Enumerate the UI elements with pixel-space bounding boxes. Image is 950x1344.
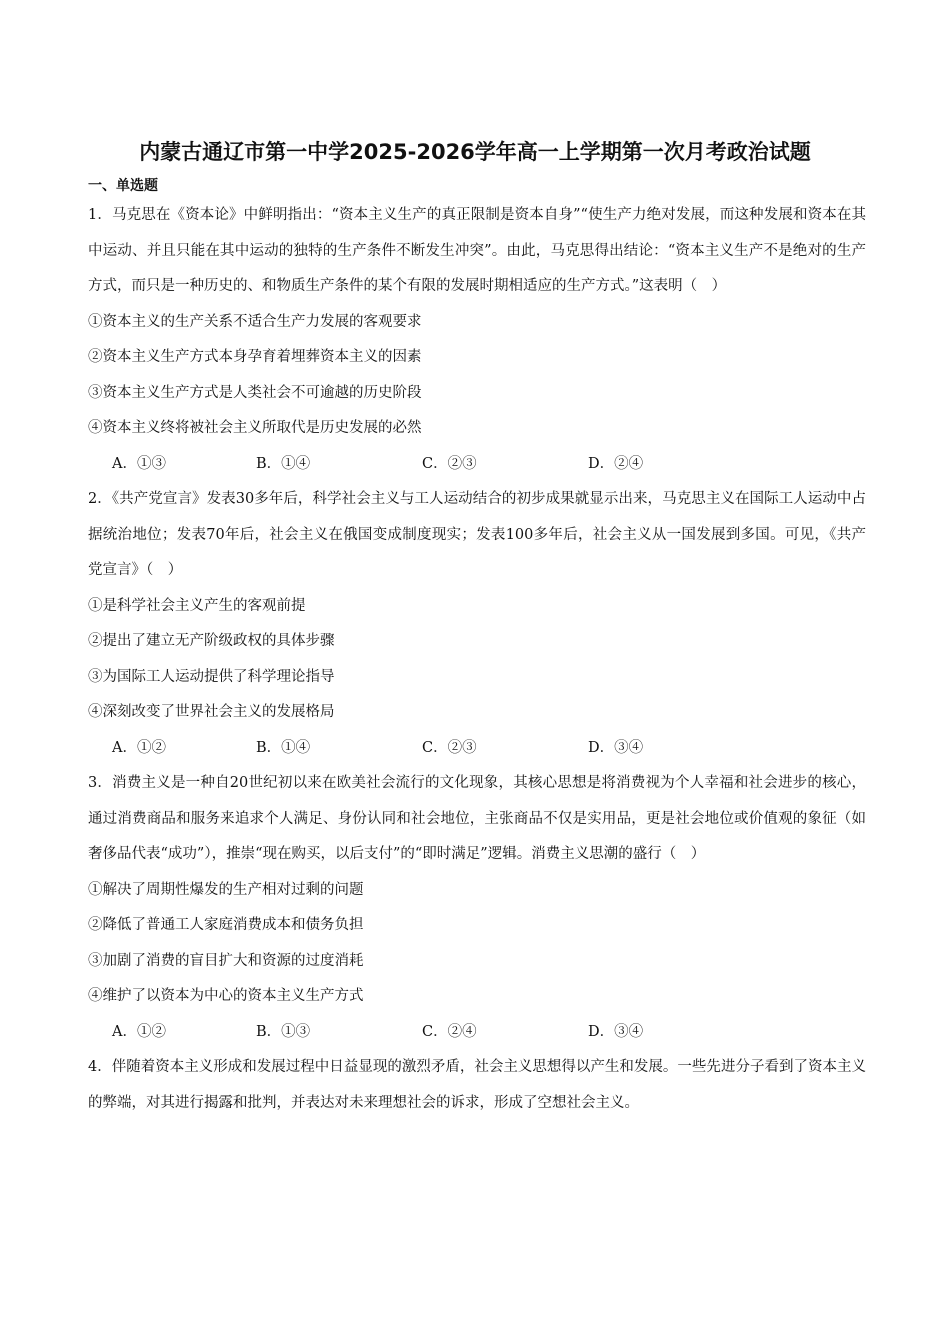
statement-option: ④深刻改变了世界社会主义的发展格局 — [88, 704, 335, 720]
answer-choice-b[interactable]: B．①③ — [256, 1023, 311, 1040]
statement-option: ②资本主义生产方式本身孕育着埋葬资本主义的因素 — [88, 349, 422, 365]
answer-choice-d[interactable]: D．③④ — [588, 739, 644, 756]
question-2 — [88, 482, 866, 766]
statement-option: ①解决了周期性爆发的生产相对过剩的问题 — [88, 881, 364, 898]
question-stem: 1．马克思在《资本论》中鲜明指出：“资本主义生产的真正限制是资本自身”“使生产力绝对发展，而这种发展和资本在其中运动、并且只能在其中运动的独特的生产条件不断发生冲突”。由此，马克思得出结论：“资本主义生产不是绝对的生产方式，而只是一种历史的、和物质生产条件的某个有限的发展时期相适应的生产方式。”这表明（ ） — [88, 207, 866, 294]
question-4 — [88, 1050, 866, 1121]
answer-choice-a[interactable]: A．①② — [112, 1023, 166, 1040]
statement-option: ②提出了建立无产阶级政权的具体步骤 — [88, 633, 335, 649]
answer-choice-c[interactable]: C．②④ — [422, 1023, 477, 1040]
answer-choice-d[interactable]: D．③④ — [588, 1023, 644, 1040]
answer-choices — [88, 1015, 866, 1051]
statement-option: ④资本主义终将被社会主义所取代是历史发展的必然 — [88, 420, 422, 436]
answer-choice-b[interactable]: B．①④ — [256, 739, 311, 756]
exam-title: 内蒙古通辽市第一中学2025-2026学年高一上学期第一次月考政治试题 — [139, 140, 811, 164]
answer-choices — [88, 447, 866, 483]
question-stem: 4．伴随着资本主义形成和发展过程中日益显现的激烈矛盾，社会主义思想得以产生和发展。一些先进分子看到了资本主义的弊端，对其进行揭露和批判，并表达对未来理想社会的诉求，形成了空想社会主义。 — [88, 1059, 866, 1111]
section-heading: 一、单选题 — [88, 178, 158, 194]
question-stem: 3．消费主义是一种自20世纪初以来在欧美社会流行的文化现象，其核心思想是将消费视为个人幸福和社会进步的核心，通过消费商品和服务来追求个人满足、身份认同和社会地位，主张商品不仅是实用品，更是社会地位或价值观的象征（如奢侈品代表“成功”），推崇“现在购买，以后支付”的“即时满足”逻辑。消费主义思潮的盛行（ ） — [88, 775, 866, 862]
statement-option: ④维护了以资本为中心的资本主义生产方式 — [88, 988, 364, 1004]
question-list — [88, 198, 866, 1121]
statement-option: ①资本主义的生产关系不适合生产力发展的客观要求 — [88, 313, 422, 330]
question-1 — [88, 198, 866, 482]
statement-option: ②降低了普通工人家庭消费成本和债务负担 — [88, 917, 364, 933]
answer-choice-c[interactable]: C．②③ — [422, 455, 477, 472]
statement-option: ①是科学社会主义产生的客观前提 — [88, 597, 306, 614]
answer-choice-c[interactable]: C．②③ — [422, 739, 477, 756]
answer-choice-a[interactable]: A．①② — [112, 739, 166, 756]
answer-choices — [88, 731, 866, 767]
question-stem: 2．《共产党宣言》发表30多年后，科学社会主义与工人运动结合的初步成果就显示出来，马克思主义在国际工人运动中占据统治地位；发表70年后，社会主义在俄国变成制度现实；发表100多年后，社会主义从一国发展到多国。可见，《共产党宣言》（ ） — [88, 491, 866, 578]
answer-choice-b[interactable]: B．①④ — [256, 455, 311, 472]
question-3 — [88, 766, 866, 1050]
statement-option: ③加剧了消费的盲目扩大和资源的过度消耗 — [88, 952, 364, 969]
answer-choice-d[interactable]: D．②④ — [588, 455, 644, 472]
answer-choice-a[interactable]: A．①③ — [112, 455, 166, 472]
statement-option: ③资本主义生产方式是人类社会不可逾越的历史阶段 — [88, 384, 422, 401]
statement-option: ③为国际工人运动提供了科学理论指导 — [88, 668, 335, 685]
